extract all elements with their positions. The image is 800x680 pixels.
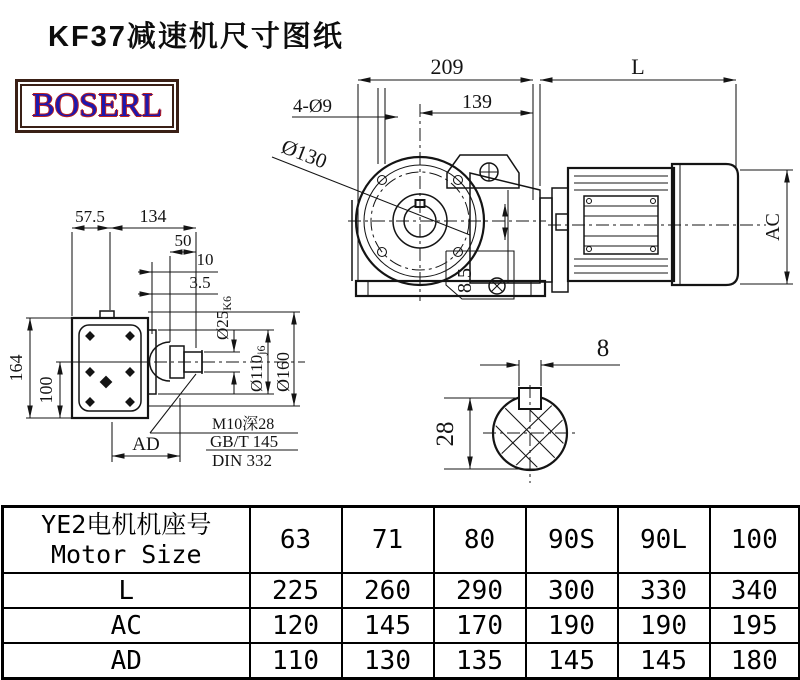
front-dimensions <box>272 54 793 293</box>
cell-L-80: 290 <box>434 573 526 608</box>
cell-L-90S: 300 <box>526 573 618 608</box>
std-din-label: DIN 332 <box>212 451 272 470</box>
motor-view <box>540 164 766 292</box>
table-row-AD <box>3 643 800 679</box>
dim-L-label: L <box>631 54 645 79</box>
motor-size-table <box>1 505 800 680</box>
dim-209-label: 209 <box>430 54 464 79</box>
col-90L: 90L <box>618 507 710 574</box>
cell-AC-80: 170 <box>434 608 526 643</box>
housing <box>72 318 148 418</box>
cell-L-63: 225 <box>250 573 342 608</box>
row-label-AC: AC <box>3 608 250 643</box>
dim-57-5-label: 57.5 <box>75 207 105 226</box>
dim-AC-label: AC <box>762 213 784 241</box>
cell-AC-90L: 190 <box>618 608 710 643</box>
tap-note-label: M10深28 <box>212 416 275 433</box>
header-motor-size-cn: YE2电机机座号 <box>41 510 212 539</box>
dim-10-label: 10 <box>196 250 214 269</box>
cell-L-71: 260 <box>342 573 434 608</box>
table-row-AC <box>3 608 800 643</box>
page-title: KF37减速机尺寸图纸 <box>48 21 344 53</box>
cell-AD-100: 180 <box>710 643 800 679</box>
dim-AD-label: AD <box>132 434 160 455</box>
flange-od-label: Ø160 <box>273 352 293 392</box>
header-motor-size <box>3 507 250 574</box>
boserl-logo-text: BOSERL <box>32 87 163 124</box>
col-71: 71 <box>342 507 434 574</box>
flange-dia-label: Ø130 <box>278 134 331 174</box>
cell-L-90L: 330 <box>618 573 710 608</box>
table-header-row <box>3 507 800 574</box>
col-63: 63 <box>250 507 342 574</box>
cell-AC-100: 195 <box>710 608 800 643</box>
table-row-L <box>3 573 800 608</box>
dim-28-label: 28 <box>432 421 459 447</box>
dim-134-label: 134 <box>139 206 167 226</box>
cell-AD-90S: 145 <box>526 643 618 679</box>
side-dimensions <box>6 206 300 470</box>
dim-50-label: 50 <box>174 231 192 250</box>
shaft-dia-label: Ø25K6 <box>213 296 234 340</box>
slot-85-label: 8.5 <box>454 268 476 293</box>
dim-100-label: 100 <box>36 376 56 404</box>
col-100: 100 <box>710 507 800 574</box>
dim-8-label: 8 <box>596 335 610 362</box>
cell-AD-90L: 145 <box>618 643 710 679</box>
cell-AC-71: 145 <box>342 608 434 643</box>
cell-AD-71: 130 <box>342 643 434 679</box>
spigot-dia-label: Ø110j6 <box>247 345 268 392</box>
row-label-L: L <box>3 573 250 608</box>
std-gb-label: GB/T 145 <box>210 432 279 451</box>
key-detail-view <box>432 335 620 483</box>
col-80: 80 <box>434 507 526 574</box>
cell-AC-63: 120 <box>250 608 342 643</box>
header-motor-size-en: Motor Size <box>50 540 202 569</box>
dim-3-5-label: 3.5 <box>189 273 211 292</box>
cell-L-100: 340 <box>710 573 800 608</box>
dim-139-label: 139 <box>462 91 492 113</box>
bolt-bosses <box>85 331 135 407</box>
cell-AD-80: 135 <box>434 643 526 679</box>
holes-label: 4-Ø9 <box>293 96 333 117</box>
col-90S: 90S <box>526 507 618 574</box>
cell-AC-90S: 190 <box>526 608 618 643</box>
row-label-AD: AD <box>3 643 250 679</box>
dim-164-label: 164 <box>6 354 26 382</box>
cell-AD-63: 110 <box>250 643 342 679</box>
